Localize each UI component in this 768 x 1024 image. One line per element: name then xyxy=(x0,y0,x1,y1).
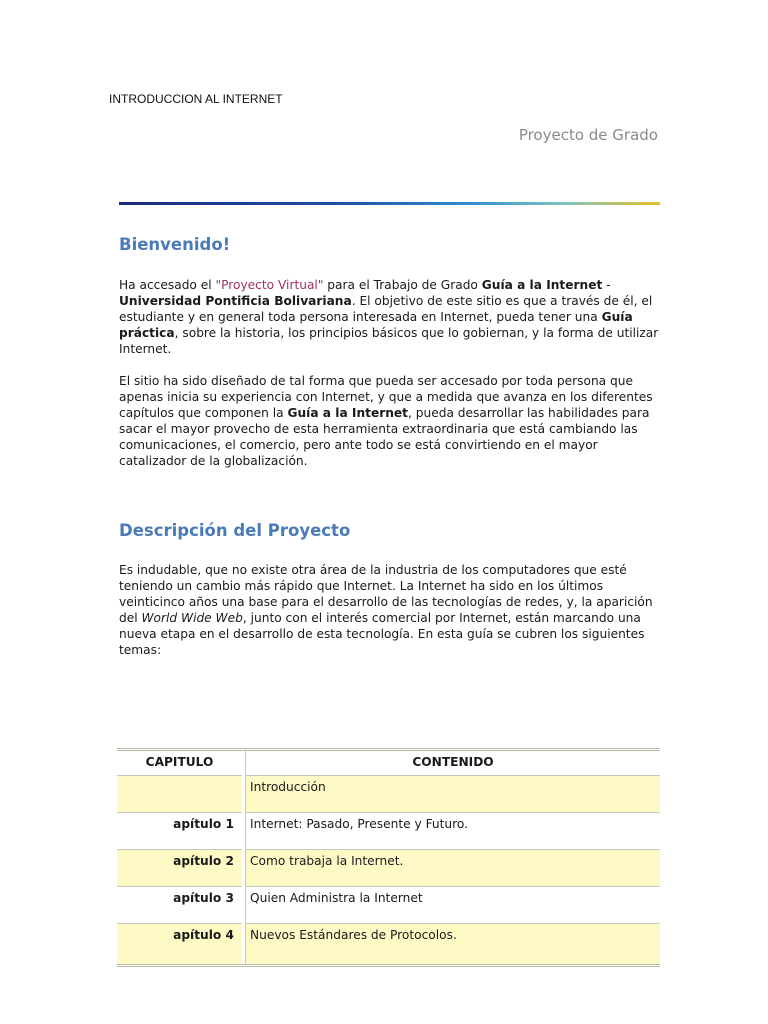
description-title: Descripción del Proyecto xyxy=(119,521,351,540)
table-row-content: Quien Administra la Internet xyxy=(245,886,660,923)
page-subtitle: Proyecto de Grado xyxy=(518,126,658,144)
table-row-chapter: apítulo 3 xyxy=(117,886,242,923)
description-paragraph: Es indudable, que no existe otra área de la industria de los computadores que esté teniendo un cambio más rápido que Internet. La Internet ha sido en los últimos veinticinco años una base para el desarrollo de las tecnologías de redes, y, la aparición del World Wide Web, junto con el interés comercial por Internet, están marcando una nueva etapa en el desarrollo de esta tecnología. En esta guía se cubren los siguientes temas: xyxy=(119,563,653,657)
table-row-content: Introducción xyxy=(245,775,660,812)
table-row-content: Internet: Pasado, Presente y Futuro. xyxy=(245,812,660,849)
content-column xyxy=(245,751,660,964)
table-row-chapter: apítulo 4 xyxy=(117,923,242,964)
table-row-chapter xyxy=(117,775,242,812)
gradient-divider xyxy=(119,202,660,205)
column-header-capitulo: CAPITULO xyxy=(117,751,242,775)
document-header: INTRODUCCION AL INTERNET xyxy=(109,92,283,106)
table-row-chapter: apítulo 1 xyxy=(117,812,242,849)
table-row-chapter: apítulo 2 xyxy=(117,849,242,886)
proyecto-virtual-link[interactable]: "Proyecto Virtual" xyxy=(215,278,324,292)
table-row-content: Como trabaja la Internet. xyxy=(245,849,660,886)
chapters-table xyxy=(117,748,660,967)
welcome-paragraph-1: Ha accesado el "Proyecto Virtual" para el Trabajo de Grado Guía a la Internet - Universidad Pontificia Bolivariana. El objetivo de este sitio es que a través de él, el estudiante y en general toda persona interesada en Internet, pueda tener una Guía práctica, sobre la historia, los principios básicos que lo gobiernan, y la forma de utilizar Internet. xyxy=(119,278,659,356)
table-row-content: Nuevos Estándares de Protocolos. xyxy=(245,923,660,964)
welcome-paragraph-2: El sitio ha sido diseñado de tal forma que pueda ser accesado por toda persona que apenas inicia su experiencia con Internet, y que a medida que avanza en los diferentes capítulos que componen la Guía a la Internet, pueda desarrollar las habilidades para sacar el mayor provecho de esta herramienta extraordinaria que está cambiando las comunicaciones, el comercio, pero ante todo se está convirtiendo en el mayor catalizador de la globalización. xyxy=(119,374,653,468)
welcome-title: Bienvenido! xyxy=(119,235,231,254)
column-header-contenido: CONTENIDO xyxy=(245,751,660,775)
chapter-column xyxy=(117,751,242,964)
